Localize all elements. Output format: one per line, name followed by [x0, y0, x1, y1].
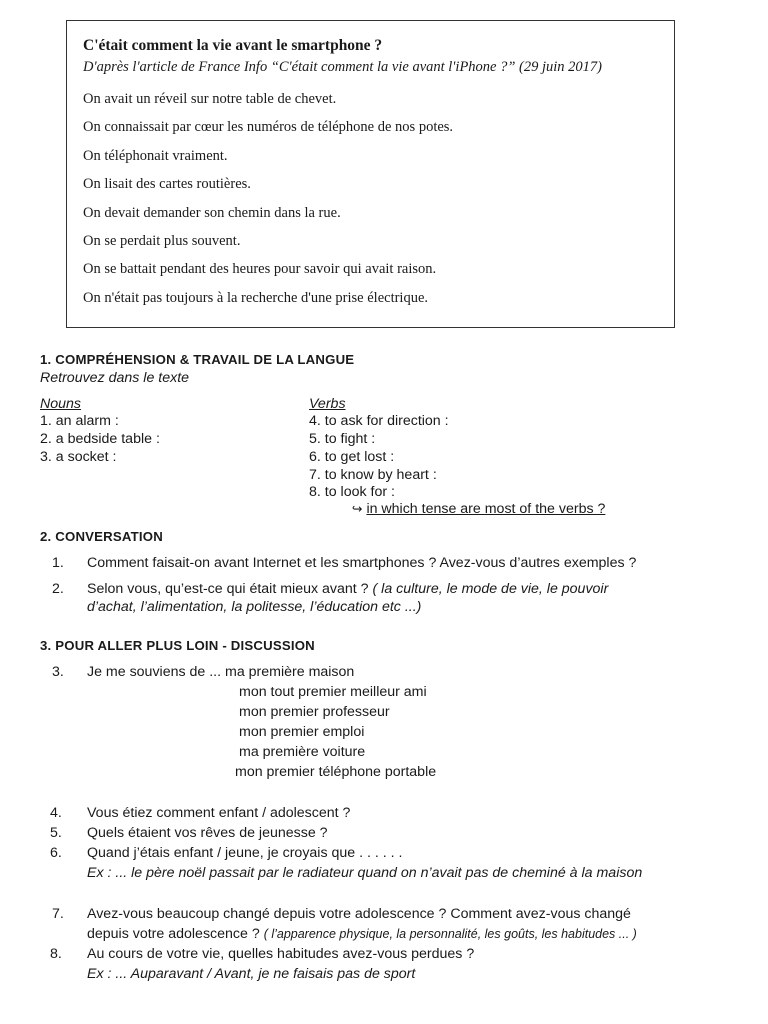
q1-number: 1. — [52, 555, 64, 571]
q6-example: Ex : ... le père noël passait par le radiateur quand on n’avait pas de cheminé à la maison — [87, 865, 643, 881]
section2-heading: 2. CONVERSATION — [40, 529, 163, 544]
noun-item: 2. a bedside table : — [40, 431, 160, 447]
q3-number: 3. — [52, 664, 64, 680]
article-line: On avait un réveil sur notre table de chevet. — [83, 91, 337, 107]
q3-item: mon premier professeur — [239, 704, 390, 720]
tense-question — [352, 501, 605, 518]
q7-text: Avez-vous beaucoup changé depuis votre adolescence ? Comment avez-vous changé — [87, 906, 631, 922]
verb-item: 8. to look for : — [309, 484, 395, 500]
q5-number: 5. — [50, 825, 62, 841]
q6-text: Quand j’étais enfant / jeune, je croyais que . . . . . . — [87, 845, 403, 861]
section3-heading: 3. POUR ALLER PLUS LOIN - DISCUSSION — [40, 638, 315, 653]
verb-item: 7. to know by heart : — [309, 467, 437, 483]
q5-text: Quels étaient vos rêves de jeunesse ? — [87, 825, 328, 841]
q3-lead: Je me souviens de ... ma première maison — [87, 664, 355, 680]
q4-text: Vous étiez comment enfant / adolescent ? — [87, 805, 351, 821]
article-line: On devait demander son chemin dans la rue. — [83, 204, 341, 221]
article-line: On lisait des cartes routières. — [83, 176, 251, 193]
q6-number: 6. — [50, 845, 62, 861]
verbs-label: Verbs — [309, 396, 346, 412]
q1-text: Comment faisait-on avant Internet et les smartphones ? Avez-vous d’autres exemples ? — [87, 555, 637, 571]
section1-heading: 1. COMPRÉHENSION & TRAVAIL DE LA LANGUE — [40, 352, 355, 367]
article-line: On connaissait par cœur les numéros de téléphone de nos potes. — [83, 119, 454, 136]
noun-item: 1. an alarm : — [40, 413, 119, 429]
verb-item: 5. to fight : — [309, 431, 376, 447]
article-line: On n'était pas toujours à la recherche d'une prise électrique. — [83, 289, 429, 306]
verb-item: 4. to ask for direction : — [309, 413, 449, 429]
article-title: C'était comment la vie avant le smartphone ? — [83, 37, 383, 54]
article-line: On se perdait plus souvent. — [83, 233, 241, 250]
q2-text-examples: ( la culture, le mode de vie, le pouvoir — [372, 581, 609, 597]
article-subtitle: D'après l'article de France Info “C'était comment la vie avant l'iPhone ?” (29 juin 2017) — [83, 59, 603, 75]
q8-text: Au cours de votre vie, quelles habitudes avez-vous perdues ? — [87, 946, 475, 962]
q8-number: 8. — [50, 946, 62, 962]
q2-number: 2. — [52, 581, 64, 597]
section1-instruction: Retrouvez dans le texte — [40, 370, 190, 386]
q7-number: 7. — [52, 906, 64, 922]
tense-question-text: in which tense are most of the verbs ? — [366, 501, 606, 517]
q2-text-main: Selon vous, qu’est-ce qui était mieux avant ? — [87, 581, 369, 597]
article-line: On téléphonait vraiment. — [83, 147, 228, 164]
q7-text-main: depuis votre adolescence ? — [87, 926, 260, 942]
article-line: On se battait pendant des heures pour savoir qui avait raison. — [83, 261, 437, 278]
q3-item: mon premier téléphone portable — [235, 764, 437, 780]
q8-example: Ex : ... Auparavant / Avant, je ne faisais pas de sport — [87, 966, 416, 982]
noun-item: 3. a socket : — [40, 449, 117, 465]
q3-item: mon tout premier meilleur ami — [239, 684, 427, 700]
q3-item: mon premier emploi — [239, 724, 365, 740]
nouns-label: Nouns — [40, 396, 82, 412]
q2-text — [87, 581, 608, 598]
q3-item: ma première voiture — [239, 744, 366, 760]
verb-item: 6. to get lost : — [309, 449, 395, 465]
arrow-icon: ↪ — [352, 502, 363, 516]
q4-number: 4. — [50, 805, 62, 821]
q2-text-examples-cont: d’achat, l’alimentation, la politesse, l’éducation etc ...) — [87, 599, 422, 615]
q7-text-cont — [87, 926, 637, 943]
article-box — [66, 20, 675, 328]
q7-examples: ( l’apparence physique, la personnalité, les goûts, les habitudes ... ) — [263, 927, 637, 941]
